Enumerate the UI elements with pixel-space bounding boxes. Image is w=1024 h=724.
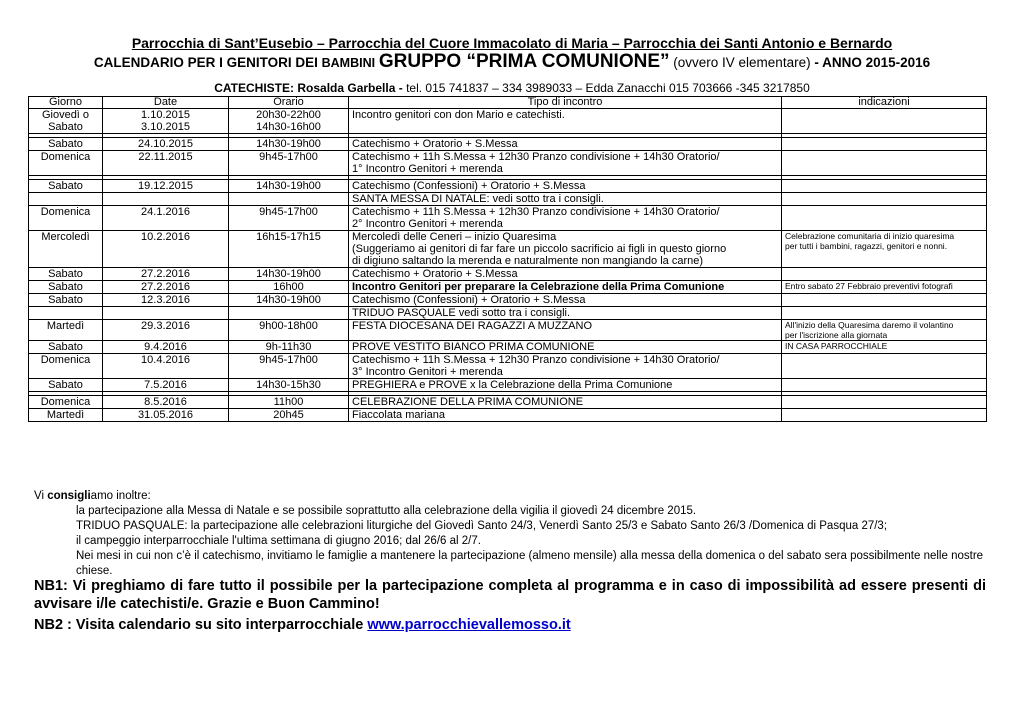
cell-tipo: Catechismo + 11h S.Messa + 12h30 Pranzo condivisione + 14h30 Oratorio/ 3° Incontro Genitori + merenda	[349, 354, 782, 379]
catechists-line	[0, 81, 1024, 95]
catechists-phones: tel. 015 741837 – 334 3989033 – Edda Zanacchi 015 703666 -345 3217850	[406, 81, 810, 95]
title-part-b: BAMBINI	[321, 56, 376, 70]
cell-indicazioni	[782, 396, 987, 409]
cell-tipo: Mercoledì delle Ceneri – inizio Quaresima (Suggeriamo ai genitori di far fare un piccolo sacrificio ai figli in questo giorno di digiuno saltando la merenda e naturalmente non mangiando la carne)	[349, 231, 782, 268]
table-row	[29, 268, 987, 281]
advice-item-text: il campeggio interparrocchiale l'ultima settimana di giugno 2016; dal 26/6 al 2/7.	[76, 535, 481, 547]
cell-tipo: Catechismo (Confessioni) + Oratorio + S.Messa	[349, 180, 782, 193]
advice-item-text: la partecipazione alla Messa di Natale e se possibile soprattutto alla celebrazione della vigilia il giovedì 24 dicembre 2015.	[76, 505, 697, 517]
cell-date: 12.3.2016	[103, 294, 229, 307]
table-row	[29, 379, 987, 392]
cell-tipo: TRIDUO PASQUALE vedi sotto tra i consigli.	[349, 307, 782, 320]
table-row	[29, 294, 987, 307]
table-row	[29, 180, 987, 193]
nb2-text: NB2 : Visita calendario su sito interparrocchiale	[34, 617, 368, 633]
cell-orario: 16h15-17h15	[229, 231, 349, 268]
cell-date: 1.10.2015 3.10.2015	[103, 109, 229, 134]
cell-date	[103, 193, 229, 206]
table-row	[29, 307, 987, 320]
table-body	[29, 109, 987, 422]
col-header-giorno: Giorno	[29, 97, 103, 109]
cell-date: 31.05.2016	[103, 409, 229, 422]
cell-date: 9.4.2016	[103, 341, 229, 354]
cell-indicazioni	[782, 354, 987, 379]
cell-giorno: Domenica	[29, 396, 103, 409]
advice-item-text: TRIDUO PASQUALE: la partecipazione alle celebrazioni liturgiche del Giovedì Santo 24/3, Venerdì Santo 25/3 e Sabato Santo 26/3 /Domenica di Pasqua 27/3;	[76, 520, 888, 532]
advice-lead-a: Vi	[34, 490, 48, 502]
cell-orario: 11h00	[229, 396, 349, 409]
table-header-row	[29, 97, 987, 109]
cell-tipo: PROVE VESTITO BIANCO PRIMA COMUNIONE	[349, 341, 782, 354]
cell-orario: 16h00	[229, 281, 349, 294]
cell-date: 27.2.2016	[103, 268, 229, 281]
cell-giorno: Sabato	[29, 138, 103, 151]
col-header-indicazioni: indicazioni	[782, 97, 987, 109]
cell-date: 24.1.2016	[103, 206, 229, 231]
website-link[interactable]: www.parrocchievallemosso.it	[367, 617, 571, 633]
cell-orario: 9h-11h30	[229, 341, 349, 354]
cell-giorno	[29, 193, 103, 206]
cell-giorno: Domenica	[29, 354, 103, 379]
parish-header: Parrocchia di Sant’Eusebio – Parrocchia del Cuore Immacolato di Maria – Parrocchia dei Santi Antonio e Bernardo	[131, 35, 893, 51]
table-row	[29, 206, 987, 231]
cell-indicazioni: All'inizio della Quaresima daremo il volantino per l'iscrizione alla giornata	[782, 320, 987, 341]
cell-orario: 20h30-22h00 14h30-16h00	[229, 109, 349, 134]
cell-indicazioni	[782, 268, 987, 281]
cell-date: 19.12.2015	[103, 180, 229, 193]
catechists-label: CATECHISTE: Rosalda Garbella -	[214, 81, 403, 95]
cell-orario: 14h30-19h00	[229, 294, 349, 307]
cell-giorno: Sabato	[29, 379, 103, 392]
cell-giorno: Domenica	[29, 151, 103, 176]
cell-indicazioni	[782, 379, 987, 392]
cell-tipo: FESTA DIOCESANA DEI RAGAZZI A MUZZANO	[349, 320, 782, 341]
advice-section	[34, 489, 994, 579]
cell-giorno: Domenica	[29, 206, 103, 231]
cell-tipo: Catechismo + Oratorio + S.Messa	[349, 138, 782, 151]
table-row	[29, 193, 987, 206]
advice-item	[34, 504, 994, 519]
cell-orario: 20h45	[229, 409, 349, 422]
cell-date: 7.5.2016	[103, 379, 229, 392]
calendar-title	[0, 51, 1024, 73]
cell-tipo: Catechismo + Oratorio + S.Messa	[349, 268, 782, 281]
cell-tipo: Catechismo + 11h S.Messa + 12h30 Pranzo condivisione + 14h30 Oratorio/ 1° Incontro Genitori + merenda	[349, 151, 782, 176]
cell-giorno	[29, 307, 103, 320]
cell-giorno: Sabato	[29, 294, 103, 307]
cell-giorno: Sabato	[29, 281, 103, 294]
cell-date: 29.3.2016	[103, 320, 229, 341]
cell-date	[103, 307, 229, 320]
cell-orario: 14h30-19h00	[229, 180, 349, 193]
table-row	[29, 354, 987, 379]
cell-indicazioni	[782, 307, 987, 320]
advice-lead-c: amo inoltre:	[90, 490, 151, 502]
advice-item	[34, 534, 994, 549]
cell-indicazioni: Celebrazione comunitaria di inizio quaresima per tutti i bambini, ragazzi, genitori e nonni.	[782, 231, 987, 268]
table-row	[29, 320, 987, 341]
cell-tipo: Incontro Genitori per preparare la Celebrazione della Prima Comunione	[349, 281, 782, 294]
title-year: - ANNO 2015-2016	[814, 55, 931, 70]
cell-giorno: Giovedì o Sabato	[29, 109, 103, 134]
nb2-note	[34, 616, 986, 634]
cell-indicazioni	[782, 180, 987, 193]
cell-tipo: Catechismo (Confessioni) + Oratorio + S.Messa	[349, 294, 782, 307]
table-row	[29, 138, 987, 151]
cell-giorno: Martedì	[29, 320, 103, 341]
cell-indicazioni	[782, 151, 987, 176]
nb1-note: NB1: Vi preghiamo di fare tutto il possibile per la partecipazione completa al programma e in caso di impossibilità ad essere presenti di avvisare i/le catechisti/e. Grazie e Buon Cammino!	[34, 578, 986, 612]
cell-date: 27.2.2016	[103, 281, 229, 294]
cell-indicazioni	[782, 294, 987, 307]
cell-indicazioni	[782, 206, 987, 231]
cell-indicazioni	[782, 138, 987, 151]
cell-date: 8.5.2016	[103, 396, 229, 409]
title-group-name: GRUPPO “PRIMA COMUNIONE”	[378, 51, 670, 72]
cell-orario: 9h45-17h00	[229, 151, 349, 176]
table-row	[29, 231, 987, 268]
table-row	[29, 341, 987, 354]
col-header-orario: Orario	[229, 97, 349, 109]
cell-orario: 9h45-17h00	[229, 206, 349, 231]
calendar-table	[28, 96, 987, 422]
cell-orario: 14h30-15h30	[229, 379, 349, 392]
table-row	[29, 281, 987, 294]
cell-tipo: Catechismo + 11h S.Messa + 12h30 Pranzo condivisione + 14h30 Oratorio/ 2° Incontro Genitori + merenda	[349, 206, 782, 231]
cell-indicazioni	[782, 193, 987, 206]
advice-list	[34, 504, 994, 579]
cell-tipo: Fiaccolata mariana	[349, 409, 782, 422]
cell-orario: 14h30-19h00	[229, 268, 349, 281]
cell-orario	[229, 193, 349, 206]
table-row	[29, 151, 987, 176]
cell-tipo: PREGHIERA e PROVE x la Celebrazione della Prima Comunione	[349, 379, 782, 392]
title-grade: (ovvero IV elementare)	[673, 55, 811, 70]
table-row	[29, 409, 987, 422]
advice-lead-b: consigli	[47, 490, 91, 502]
cell-giorno: Sabato	[29, 341, 103, 354]
cell-tipo: CELEBRAZIONE DELLA PRIMA COMUNIONE	[349, 396, 782, 409]
advice-item	[34, 519, 994, 534]
cell-date: 10.2.2016	[103, 231, 229, 268]
cell-orario: 9h00-18h00	[229, 320, 349, 341]
col-header-tipo: Tipo di incontro	[349, 97, 782, 109]
col-header-date: Date	[103, 97, 229, 109]
cell-giorno: Mercoledì	[29, 231, 103, 268]
cell-tipo: SANTA MESSA DI NATALE: vedi sotto tra i consigli.	[349, 193, 782, 206]
cell-giorno: Martedì	[29, 409, 103, 422]
cell-date: 10.4.2016	[103, 354, 229, 379]
advice-item-text: Nei mesi in cui non c’è il catechismo, invitiamo le famiglie a mantenere la partecipazione (almeno mensile) alla messa della domenica o del sabato sera possibilmente nelle nostre chiese.	[76, 550, 984, 577]
cell-indicazioni: Entro sabato 27 Febbraio preventivi fotografi	[782, 281, 987, 294]
cell-orario: 9h45-17h00	[229, 354, 349, 379]
title-part-a: CALENDARIO PER I GENITORI DEI	[93, 55, 318, 70]
cell-giorno: Sabato	[29, 268, 103, 281]
cell-orario: 14h30-19h00	[229, 138, 349, 151]
advice-item	[34, 549, 994, 579]
cell-date: 24.10.2015	[103, 138, 229, 151]
cell-date: 22.11.2015	[103, 151, 229, 176]
cell-indicazioni	[782, 409, 987, 422]
cell-giorno: Sabato	[29, 180, 103, 193]
advice-lead	[34, 489, 994, 504]
cell-indicazioni	[782, 109, 987, 134]
table-row	[29, 109, 987, 134]
table-row	[29, 396, 987, 409]
cell-tipo: Incontro genitori con don Mario e catechisti.	[349, 109, 782, 134]
cell-indicazioni: IN CASA PARROCCHIALE	[782, 341, 987, 354]
cell-orario	[229, 307, 349, 320]
